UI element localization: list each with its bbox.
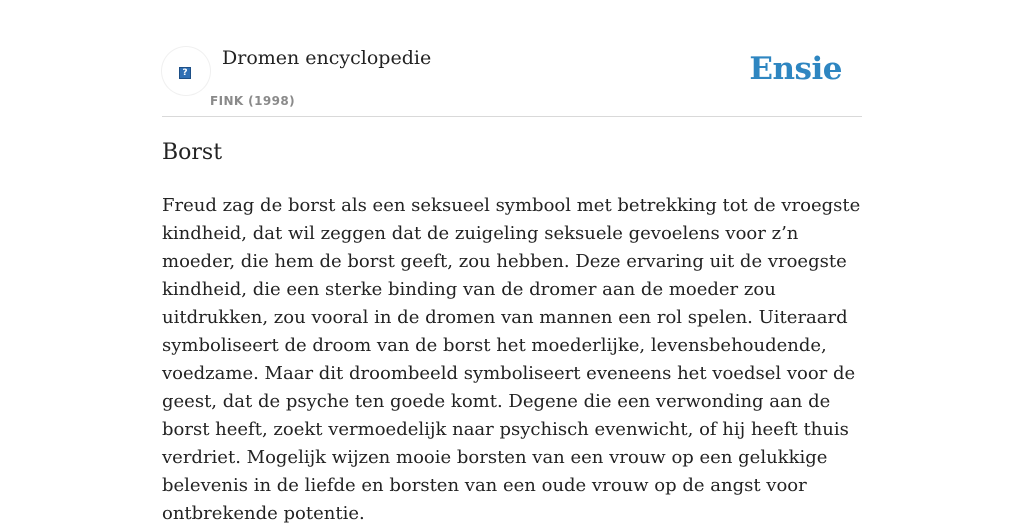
- ensie-logo[interactable]: Ensie: [749, 51, 842, 87]
- entry-definition: Freud zag de borst als een seksueel symbool met betrekking tot de vroegste kindheid, dat wil zeggen dat de zuigeling seksuele gevoelens voor z’n moeder, die hem de borst geeft, zou hebben. Deze ervaring uit de vroegste kindheid, die een sterke binding van de dromer aan de moeder zou uitdrukken, zou vooral in de dromen van mannen een rol spelen. Uiteraard symboliseert de droom van de borst het moederlijke, levensbehoudende, voedzame. Maar dit droombeeld symboliseert eveneens het voedsel voor de geest, dat de psyche ten goede komt. Degene die een verwonding aan de borst heeft, zoekt vermoedelijk naar psychisch evenwicht, of hij heeft thuis verdriet. Mogelijk wijzen mooie borsten van een vrouw op een gelukkige belevenis in de liefde en borsten van een oude vrouw op de angst voor ontbrekende potentie.: [162, 195, 861, 524]
- source-header: [162, 44, 862, 117]
- source-thumbnail[interactable]: [162, 47, 210, 95]
- source-title[interactable]: Dromen encyclopedie: [222, 47, 432, 69]
- source-author-year: FINK (1998): [210, 94, 295, 108]
- entry-term: Borst: [162, 140, 223, 165]
- question-mark-icon: ?: [179, 67, 191, 79]
